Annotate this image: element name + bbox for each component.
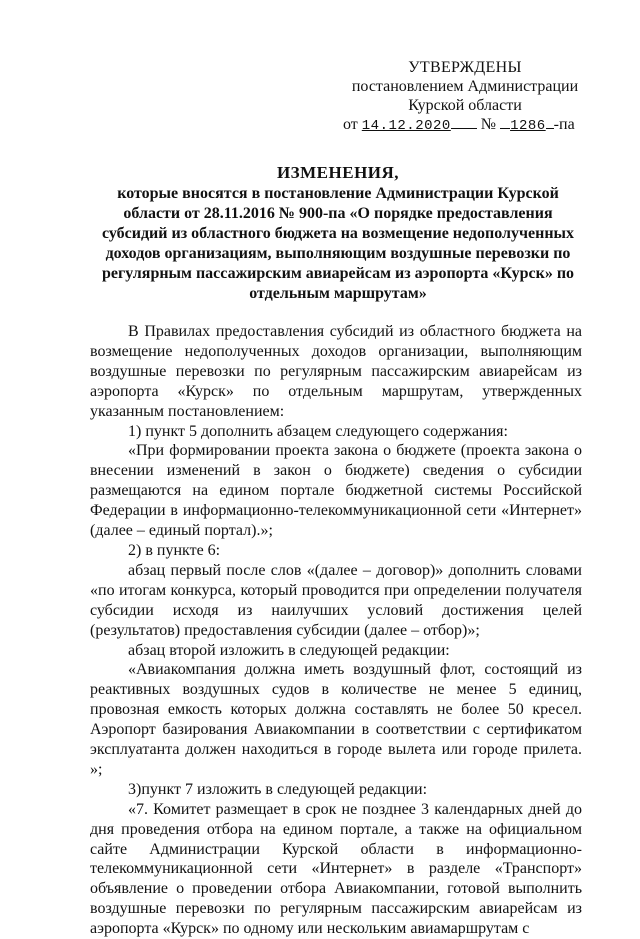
- approval-heading: УТВЕРЖДЕНЫ: [408, 59, 522, 76]
- document-title: [90, 163, 586, 304]
- approval-line-2: Курской области: [408, 97, 522, 114]
- approval-dateline: [343, 115, 600, 136]
- paragraph-item-3: 3)пункт 7 изложить в следующей редакции:: [128, 780, 428, 798]
- paragraph-item-3-text: «7. Комитет размещает в срок не позднее 3 календарных дней до дня проведения отбора на едином портале, а также на официальном сайте Администрации Курской области в информационно-телекоммуникационной сети «Интернет» в разделе «Транспорт» объявление о проведении отбора Авиакомпании, готовой выполнить воздушные перевозки по регулярным пассажирским авиарейсам из аэропорта «Курск» по одному или нескольким авиамаршрутам с: [90, 800, 582, 938]
- date-underline: [451, 127, 477, 129]
- paragraph-item-2-second: абзац второй изложить в следующей редакции:: [128, 641, 450, 659]
- title-heading: ИЗМЕНЕНИЯ,: [276, 163, 400, 182]
- approval-block: [330, 58, 600, 136]
- number-underline-left: [500, 127, 510, 129]
- document-body: [90, 322, 582, 939]
- number-underline-right: [546, 127, 554, 129]
- title-text: которые вносятся в постановление Администрации Курской области от 28.11.2016 № 900-па «О порядке предоставления субсидий из областного бюджета на возмещение недополученных доходов организациям, выполняющим воздушные перевозки по регулярным пассажирским авиарейсам из аэропорта «Курск» по отдельным маршрутам»: [101, 185, 575, 302]
- paragraph-item-2-first: абзац первый после слов «(далее – договор)» дополнить словами «по итогам конкурса, который проводится при определении получателя субсидии исходя из наилучших условий достижения целей (результатов) предоставления субсидии (далее – отбор)»;: [90, 561, 582, 639]
- paragraph-intro: В Правилах предоставления субсидий из областного бюджета на возмещение недополученных доходов организации, выполняющим воздушные перевозки по регулярным пассажирским авиарейсам из аэропорта «Курск» по отдельным маршрутам, утвержденных указанным постановлением:: [90, 323, 582, 420]
- approval-date: 14.12.2020: [361, 118, 451, 134]
- paragraph-item-1-text: «При формировании проекта закона о бюджете (проекта закона о внесении изменений в закон о бюджете) сведения о субсидии размещаются на едином портале бюджетной системы Российской Федерации в информационно-телекоммуникационной сети «Интернет» (далее – единый портал).»;: [90, 442, 582, 540]
- paragraph-item-2: 2) в пункте 6:: [128, 541, 221, 559]
- approval-line-1: постановлением Администрации: [351, 78, 579, 95]
- approval-number: 1286: [510, 118, 546, 134]
- paragraph-item-1: 1) пункт 5 дополнить абзацем следующего содержания:: [128, 422, 508, 440]
- paragraph-item-2-second-text: «Авиакомпания должна иметь воздушный флот, состоящий из реактивных воздушных судов в количестве не менее 5 единиц, провозная емкость которых должна составлять не более 50 кресел. Аэропорт базирования Авиакомпании в соответствии с сертификатом эксплуатанта должен находиться в городе вылета или городе прилета. »;: [90, 661, 582, 778]
- number-suffix: -па: [553, 116, 575, 133]
- date-prefix: от: [343, 116, 358, 133]
- number-sign: №: [480, 116, 497, 133]
